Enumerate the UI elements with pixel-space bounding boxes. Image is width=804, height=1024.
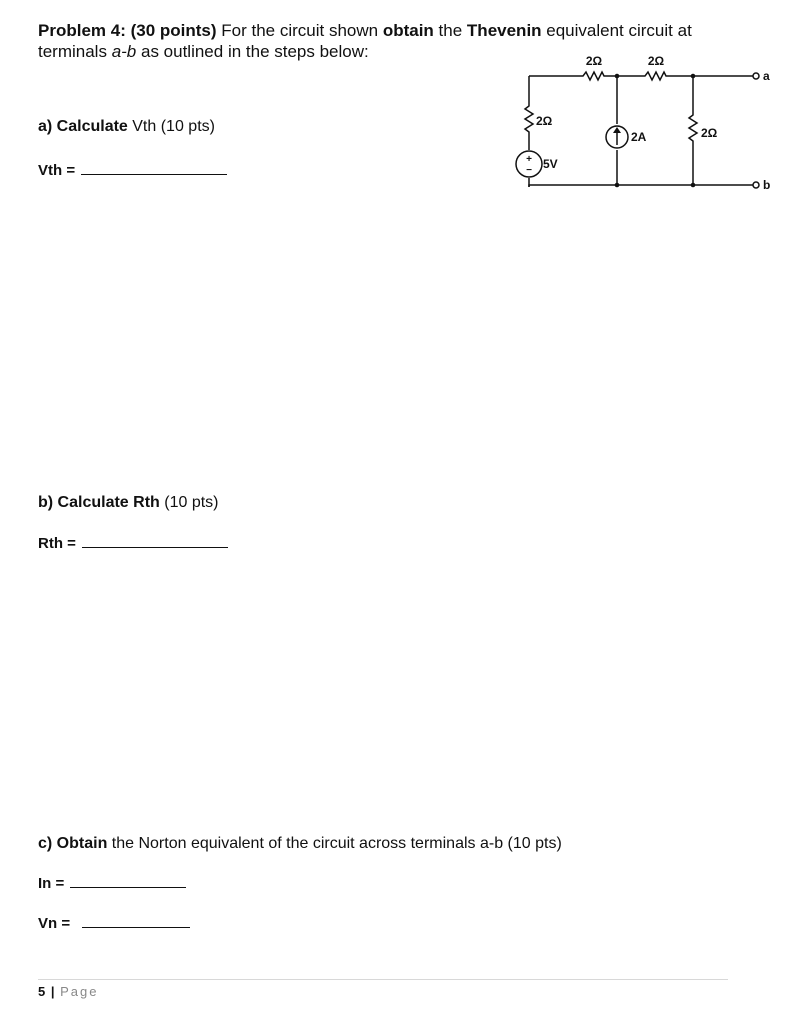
voltage-plus-sign: + — [526, 154, 532, 165]
problem-label: Problem 4: — [38, 21, 126, 40]
page-footer — [38, 984, 99, 999]
keyword-obtain: obtain — [382, 21, 434, 40]
vth-answer-row — [38, 160, 227, 181]
label-current-source: 2A — [631, 130, 647, 144]
right-branch-wire — [689, 76, 697, 185]
problem-text-4: as outlined in the steps below: — [136, 42, 369, 61]
part-a-prefix: a) Calculate — [38, 118, 128, 135]
left-branch-wire — [525, 76, 533, 150]
label-voltage-source: 5V — [543, 157, 558, 171]
page-word: Page — [60, 984, 99, 999]
part-b-rest: (10 pts) — [159, 494, 219, 511]
label-r-right: 2Ω — [701, 126, 718, 140]
terminals-ab: a-b — [111, 42, 137, 61]
rth-label: Rth = — [38, 535, 76, 552]
circuit-diagram — [500, 44, 780, 204]
footer-divider — [38, 979, 728, 980]
part-c-question — [38, 834, 562, 854]
page-number: 5 — [38, 984, 47, 999]
problem-text-1: For the circuit shown — [216, 21, 383, 40]
part-b-question — [38, 493, 218, 513]
problem-text-3: equivalent circuit at terminals — [38, 21, 692, 61]
bottom-wire — [529, 185, 753, 187]
top-wire — [529, 72, 753, 80]
part-c-prefix: c) Obtain — [38, 835, 108, 852]
terminal-a-icon — [753, 73, 759, 79]
label-r-left: 2Ω — [536, 114, 553, 128]
vn-answer-blank[interactable] — [82, 913, 190, 928]
part-a-question — [38, 117, 215, 137]
node-dot — [615, 74, 620, 79]
keyword-thevenin: Thevenin — [466, 21, 542, 40]
footer-separator: | — [50, 984, 56, 999]
current-arrow-head-icon — [613, 127, 621, 133]
part-c-rest: the Norton equivalent of the circuit across terminals a-b (10 pts) — [107, 835, 562, 852]
vth-answer-blank[interactable] — [81, 160, 227, 175]
label-r-top-left: 2Ω — [585, 54, 603, 68]
in-answer-row — [38, 873, 186, 894]
label-terminal-a: a — [763, 69, 770, 83]
vth-label: Vth = — [38, 162, 76, 179]
node-dot — [691, 183, 696, 188]
terminal-b-icon — [753, 182, 759, 188]
in-label: In = — [38, 875, 65, 892]
vn-answer-row — [38, 913, 190, 934]
part-a-rest: Vth (10 pts) — [127, 118, 215, 135]
part-b-prefix: b) Calculate Rth — [38, 494, 160, 511]
rth-answer-row — [38, 533, 228, 554]
label-r-top-right: 2Ω — [647, 54, 665, 68]
in-answer-blank[interactable] — [70, 873, 186, 888]
node-dot — [691, 74, 696, 79]
vn-label: Vn = — [38, 915, 71, 932]
problem-points: (30 points) — [130, 21, 217, 40]
node-dot — [615, 183, 620, 188]
rth-answer-blank[interactable] — [82, 533, 228, 548]
voltage-minus-sign: − — [526, 165, 532, 176]
problem-text-2: the — [433, 21, 467, 40]
label-terminal-b: b — [763, 178, 771, 192]
